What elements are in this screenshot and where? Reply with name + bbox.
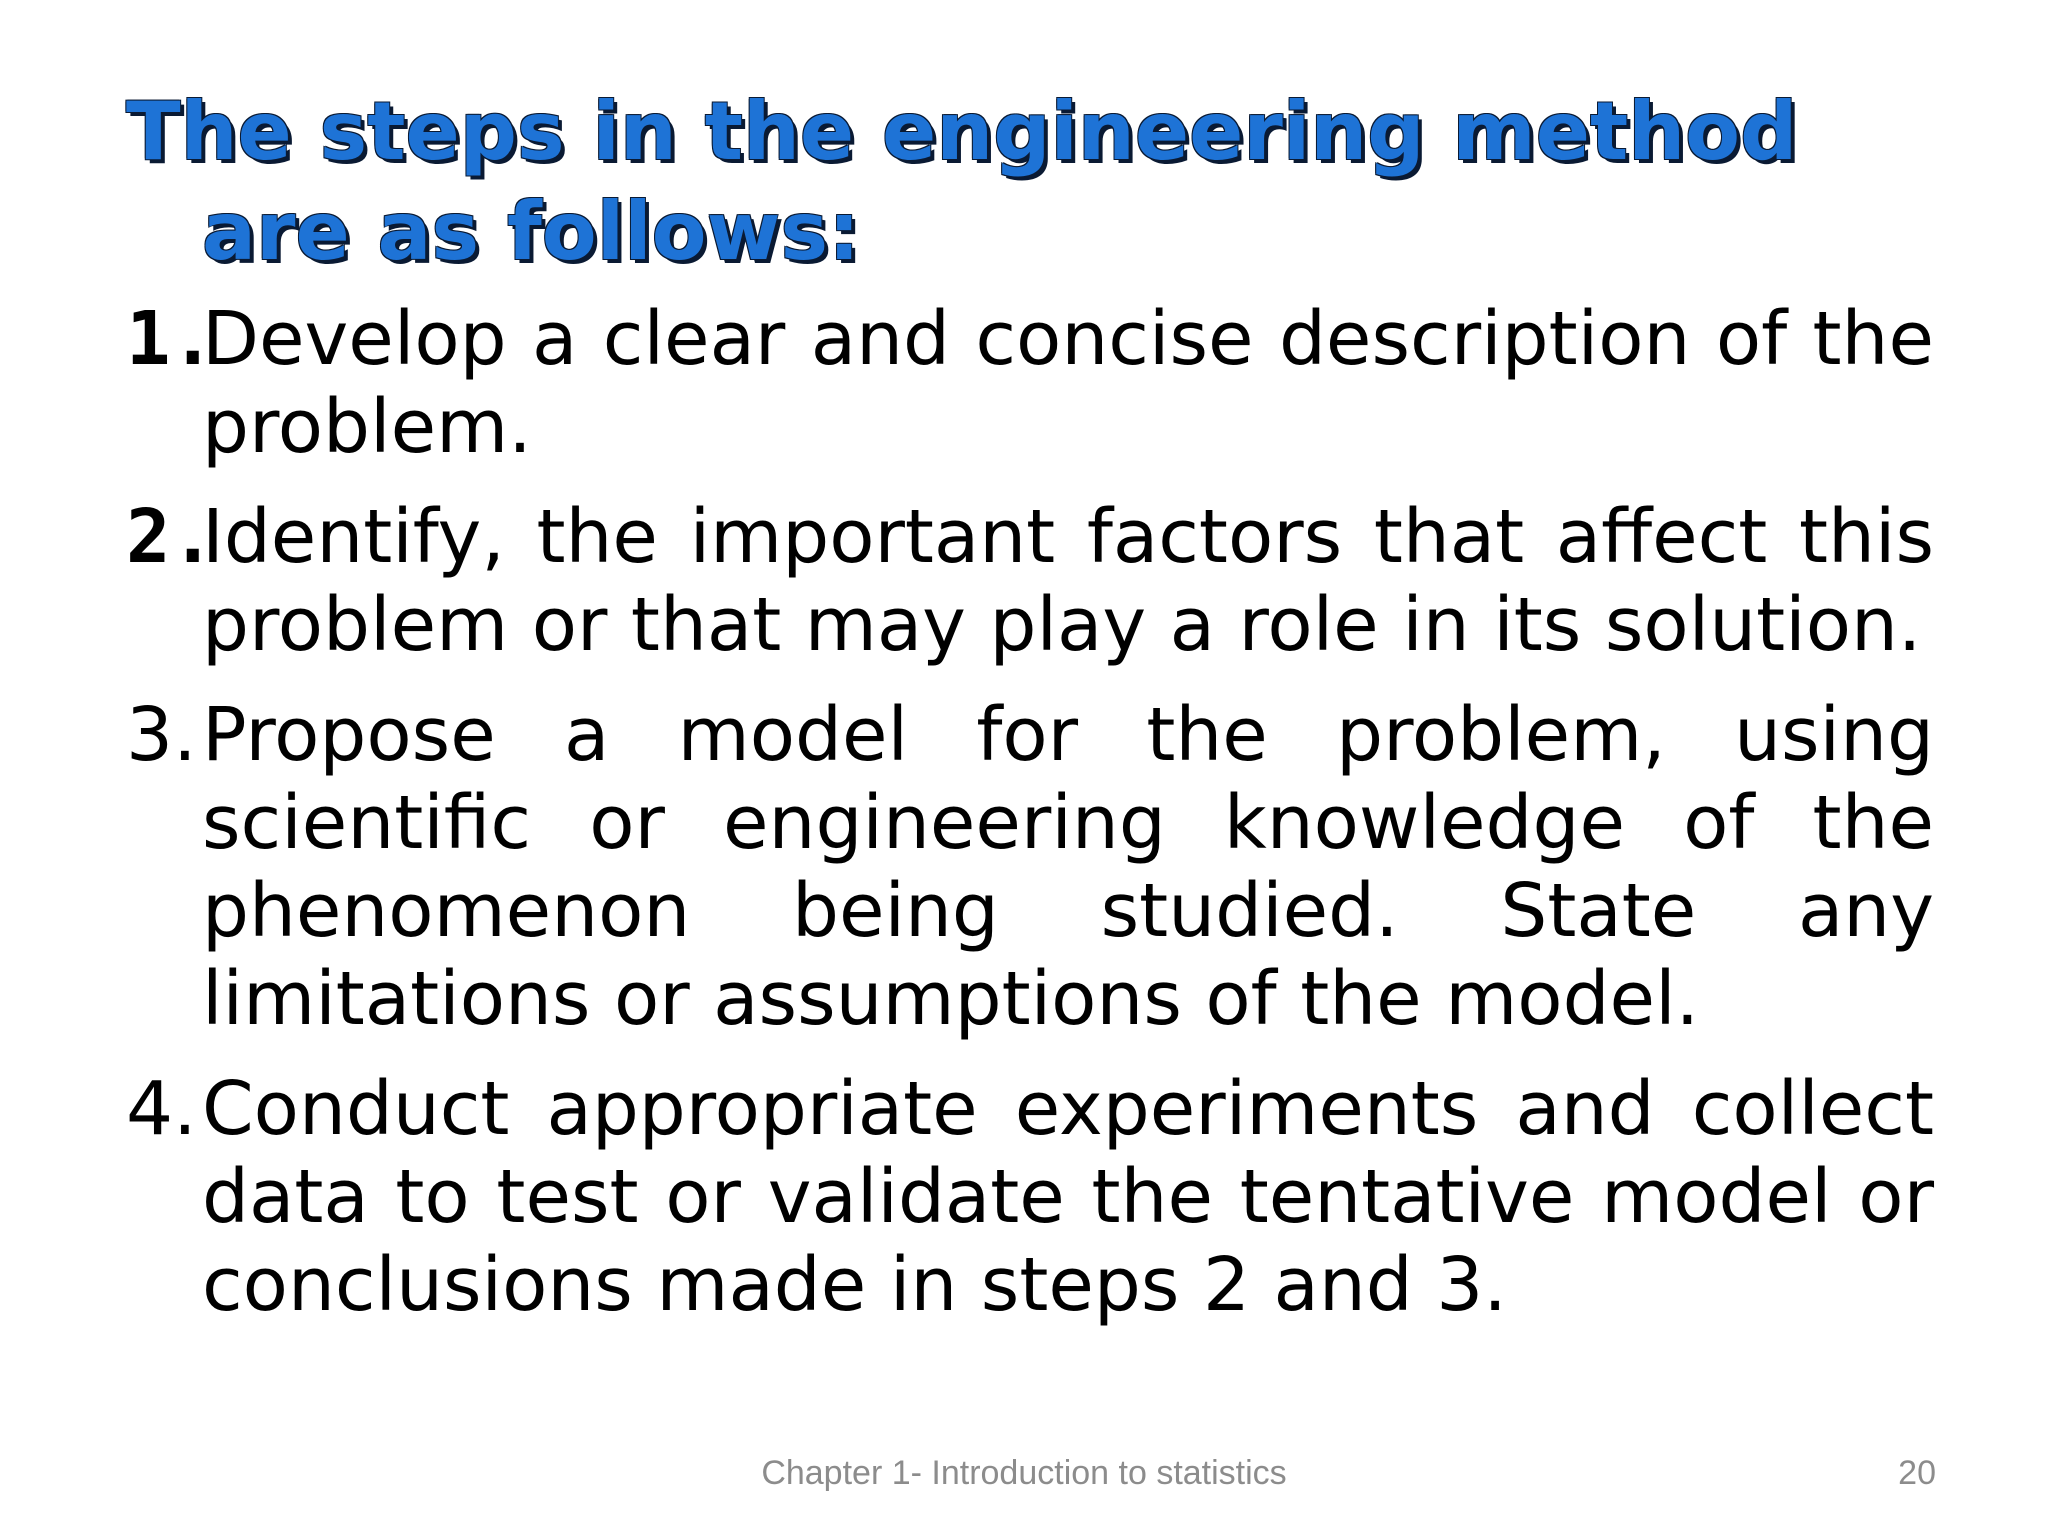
footer-chapter-text: Chapter 1- Introduction to statistics bbox=[761, 1454, 1287, 1492]
step-number: 3. bbox=[126, 692, 197, 778]
page-number: 20 bbox=[1898, 1454, 1936, 1492]
footer-chapter bbox=[0, 1454, 2048, 1493]
steps-list bbox=[126, 295, 1934, 1351]
step-number: 4. bbox=[126, 1066, 197, 1152]
step-item bbox=[126, 295, 1934, 471]
step-text: Conduct appropriate experiments and collect data to test or validate the tentative model or conclusions made in steps 2 and 3. bbox=[202, 1066, 1934, 1328]
step-number: 1. bbox=[126, 296, 216, 382]
slide-title bbox=[126, 82, 1826, 282]
step-item bbox=[126, 493, 1934, 669]
step-text: Propose a model for the problem, using scientific or engineering knowledge of the phenomenon being studied. State any limitations or assumptions of the model. bbox=[202, 692, 1934, 1042]
slide-title-line-1: The steps in the engineering method bbox=[126, 85, 1798, 178]
step-item bbox=[126, 1065, 1934, 1329]
step-number: 2. bbox=[126, 494, 216, 580]
step-text: Develop a clear and concise description of the problem. bbox=[202, 296, 1934, 470]
step-item bbox=[126, 691, 1934, 1043]
step-text: Identify, the important factors that affect this problem or that may play a role in its solution. bbox=[202, 494, 1934, 668]
slide-title-line-2: are as follows: bbox=[202, 185, 861, 278]
